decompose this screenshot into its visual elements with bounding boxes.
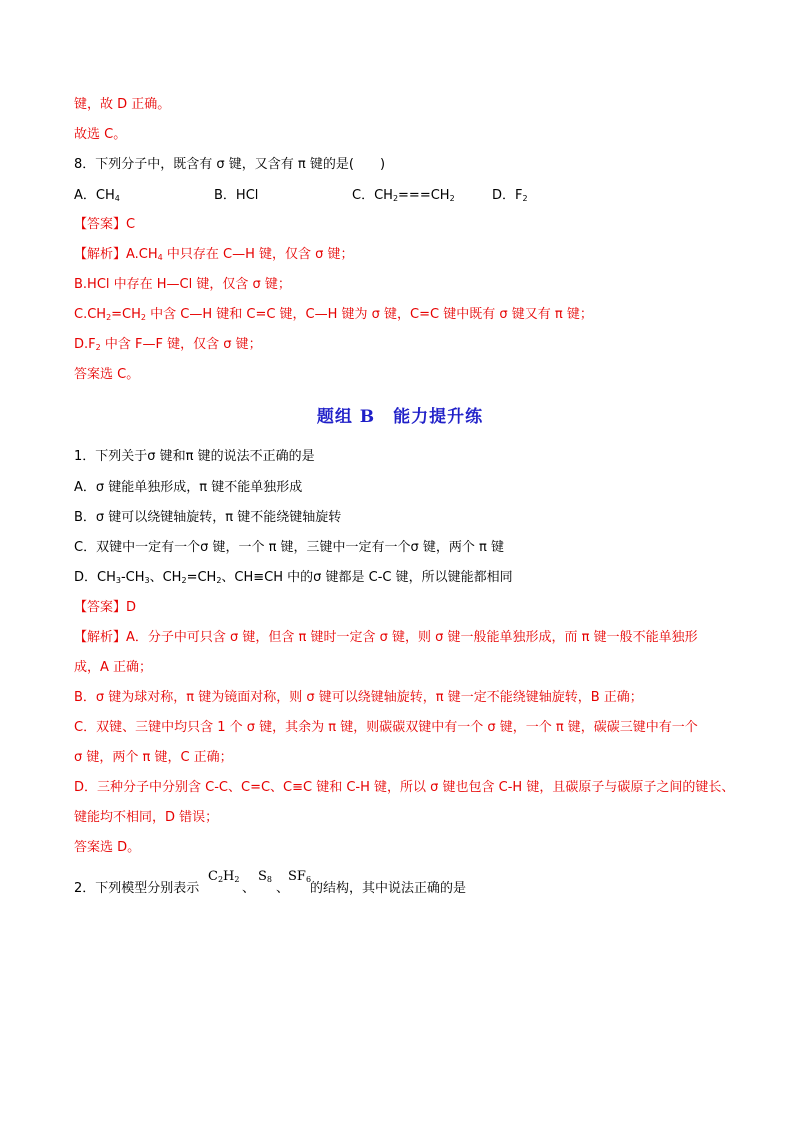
q8-analysis-line-3: $C.CH_2=CH_2$ 中含 C—H 键和 C=C 键，C—H 键为 σ 键，C=C 键中既有 σ 键又有 π 键； bbox=[74, 307, 593, 322]
q1-option-a: A．σ 键能单独形成，π 键不能单独形成 bbox=[74, 480, 303, 495]
formula-sf6: $SF_6$ bbox=[288, 869, 312, 884]
q8-option-a: A．$CH_4$ bbox=[74, 188, 120, 203]
section-heading-group: 题组 B bbox=[316, 407, 376, 427]
q8-analysis-line-5: 答案选 C。 bbox=[74, 367, 140, 382]
q2-separator-2: 、 bbox=[276, 881, 290, 896]
q8-analysis-line-1: 【解析】$A.CH_4$ 中只存在 C—H 键，仅含 σ 键； bbox=[74, 247, 354, 262]
prev-answer-choice: 故选 C。 bbox=[74, 127, 127, 142]
q1-analysis-line-4: C．双键、三键中均只含 1 个 σ 键，其余为 π 键，则碳碳双键中有一个 σ 键，一个 π 键，碳碳三键中有一个 bbox=[74, 720, 698, 735]
prev-conclusion: 键，故 D 正确。 bbox=[74, 97, 171, 112]
q8-analysis-line-2: B.HCl 中存在 H—Cl 键，仅含 σ 键； bbox=[74, 277, 291, 292]
section-heading bbox=[0, 402, 800, 427]
section-heading-title: 能力提升练 bbox=[393, 407, 484, 427]
q8-option-b: B．HCl bbox=[214, 188, 259, 203]
q1-analysis-line-3: B．σ 键为球对称，π 键为镜面对称，则 σ 键可以绕键轴旋转，π 键一定不能绕键轴旋转，B 正确； bbox=[74, 690, 643, 705]
q1-analysis-line-7: 键能均不相同，D 错误； bbox=[74, 810, 219, 825]
q8-option-c: C．$CH_2===CH_2$ bbox=[352, 188, 455, 203]
q1-analysis-line-8: 答案选 D。 bbox=[74, 840, 141, 855]
q1-answer: 【答案】D bbox=[74, 600, 137, 615]
q2-stem-start: 2．下列模型分别表示 bbox=[74, 881, 200, 896]
q8-analysis-line-4: $D.F_2$ 中含 F—F 键，仅含 σ 键； bbox=[74, 337, 262, 352]
q1-option-d: D．$CH_3-CH_3$、$CH_2=CH_2$、CH≡CH 中的σ 键都是 C-C 键，所以键能都相同 bbox=[74, 570, 513, 585]
q1-analysis-line-5: σ 键，两个 π 键，C 正确； bbox=[74, 750, 233, 765]
q1-analysis-line-1: 【解析】A．分子中可只含 σ 键，但含 π 键时一定含 σ 键，则 σ 键一般能单独形成，而 π 键一般不能单独形 bbox=[74, 630, 698, 645]
q2-separator-1: 、 bbox=[242, 881, 256, 896]
formula-s8: $S_8$ bbox=[258, 869, 272, 884]
q8-answer: 【答案】C bbox=[74, 217, 136, 232]
q8-option-d: D．$F_2$ bbox=[492, 188, 528, 203]
q1-analysis-line-2: 成，A 正确； bbox=[74, 660, 153, 675]
q2-stem-end: 的结构，其中说法正确的是 bbox=[310, 881, 467, 896]
formula-c2h2: $C_2H_2$ bbox=[208, 869, 240, 884]
q1-stem: 1．下列关于σ 键和π 键的说法不正确的是 bbox=[74, 449, 315, 464]
q1-option-b: B．σ 键可以绕键轴旋转，π 键不能绕键轴旋转 bbox=[74, 510, 342, 525]
q8-stem: 8．下列分子中，既含有 σ 键，又含有 π 键的是( ) bbox=[74, 157, 386, 172]
q1-option-c: C．双键中一定有一个σ 键，一个 π 键，三键中一定有一个σ 键，两个 π 键 bbox=[74, 540, 505, 555]
q1-analysis-line-6: D．三种分子中分别含 C-C、C=C、C≡C 键和 C-H 键，所以 σ 键也包含 C-H 键，且碳原子与碳原子之间的键长、 bbox=[74, 780, 735, 795]
